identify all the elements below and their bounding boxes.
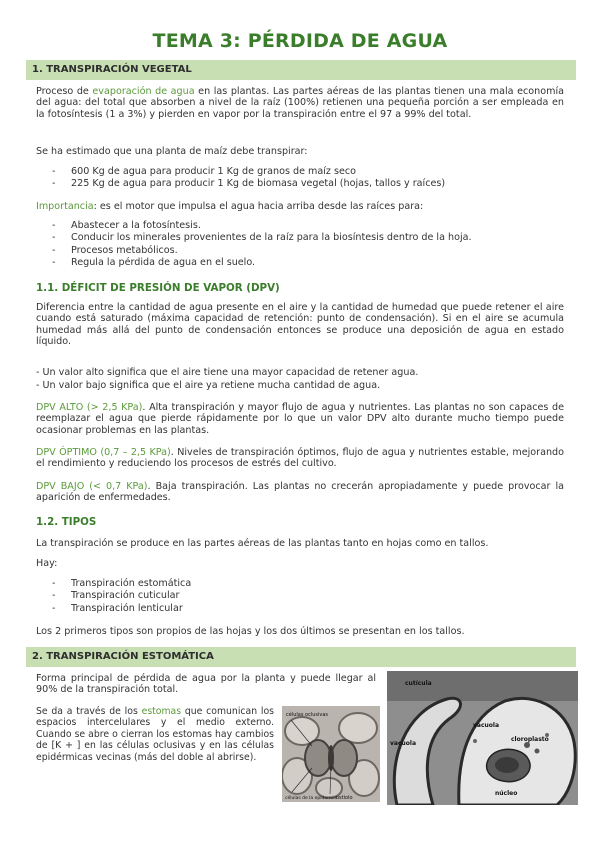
section-heading-transpiracion: 1. TRANSPIRACIÓN VEGETAL [26,60,576,80]
hay-label: Hay: [36,558,58,569]
label-ostiolo: ostiolo [336,795,353,801]
dpv-bajo-paragraph: DPV BAJO (< 0,7 KPa). Baja transpiración. Las plantas no crecerán apropiadamente y puede provocar la aparición de enfermedades. [36,481,565,504]
list-item: - Procesos metabólicos. [36,245,472,257]
importance-label: Importancia [36,201,94,212]
label-cuticula: cutícula [405,680,432,687]
label-vacuola-right: vacuola [473,722,500,729]
label-cloroplasto: cloroplasto [511,736,549,743]
guard-cell-micrograph-drawing [387,671,578,805]
label-vacuola-left: vacuola [390,740,417,747]
label-celulas-epidermis: células de la epidermis [285,796,337,801]
list-item: - Conducir los minerales provenientes de la raíz para la biosíntesis dentro de la hoja. [36,232,472,244]
intro-paragraph: Proceso de evaporación de agua en las plantas. Las partes aéreas de las plantas tienen una mala economía del agua: del total que absorben a nivel de la raíz (100%) retienen una pequeña porción a ser empleada en la fotosíntesis (1 a 3%) y pierden en vapor por la transpiración entre el 97 a 99% del total. [36,86,565,120]
dpv-alto-paragraph: DPV ALTO (> 2,5 KPa). Alta transpiración y mayor flujo de agua y nutrientes. Las plantas no son capaces de reemplazar el agua que pierde rápidamente por lo que un valor DPV alto durante mucho tiempo puede ocasionar problemas en las plantas. [36,402,564,436]
tipos-conclusion: Los 2 primeros tipos son propios de las hojas y los dos últimos se presentan en los tallos. [36,626,465,637]
evaporacion-highlight: evaporación de agua [92,86,195,97]
list-item: - 225 Kg de agua para producir 1 Kg de biomasa vegetal (hojas, tallos y raíces) [36,178,445,190]
dpv-definition: Diferencia entre la cantidad de agua presente en el aire y la cantidad de humedad que puede retener el aire cuando está saturado (máxima capacidad de retención: punto de condensación). Si en el aire se acumula humedad más allá del punto de condensación entonces se produce una deposición de agua en estado líquido. [36,302,564,348]
dpv-bajo-label: DPV BAJO (< 0,7 KPa) [36,481,148,492]
list-item: - Abastecer a la fotosíntesis. [36,220,472,232]
list-item: - Transpiración cuticular [36,590,191,602]
label-nucleo: núcleo [495,790,518,797]
subsection-heading-dpv: 1.1. DÉFICIT DE PRESIÓN DE VAPOR (DPV) [36,282,280,294]
section-heading-estomatica: 2. TRANSPIRACIÓN ESTOMÁTICA [26,647,576,667]
estomatica-paragraph: Forma principal de pérdida de agua por la planta y puede llegar al 90% de la transpiración total. [36,673,376,696]
list-item: - Transpiración estomática [36,578,191,590]
dpv-alto-label: DPV ALTO (> 2,5 KPa) [36,402,143,413]
list-item: - Transpiración lenticular [36,603,191,615]
guard-cell-micrograph [387,671,578,805]
subsection-heading-tipos: 1.2. TIPOS [36,516,97,528]
dpv-optimo-paragraph: DPV ÓPTIMO (0,7 – 2,5 KPa). Niveles de transpiración óptimos, flujo de agua y nutrientes estable, mejorando el rendimiento y reduciendo los procesos de estrés del cultivo. [36,447,565,470]
label-celulas-oclusivas: células oclusivas [286,712,329,718]
maize-intro: Se ha estimado que una planta de maíz debe transpirar: [36,146,308,157]
dpv-low-meaning: - Un valor bajo significa que el aire ya retiene mucha cantidad de agua. [36,380,381,391]
maize-list [36,166,445,191]
dpv-high-meaning: - Un valor alto significa que el aire tiene una mayor capacidad de retener agua. [36,367,419,378]
tipos-list [36,578,191,615]
list-item: - Regula la pérdida de agua en el suelo. [36,257,472,269]
estomas-paragraph: Se da a través de los estomas que comunican los espacios intercelulares y el medio externo. Cuando se abre o cierran los estomas hay cambios de [K + ] en las células oclusivas y en las células epidérmicas vecinas (más del doble al abrirse). [36,706,274,763]
stomata-micrograph [282,706,380,802]
page-title: TEMA 3: PÉRDIDA DE AGUA [152,30,448,52]
dpv-optimo-label: DPV ÓPTIMO (0,7 – 2,5 KPa) [36,447,171,458]
importance-line: Importancia: es el motor que impulsa el agua hacia arriba desde las raíces para: [36,201,424,212]
importance-list [36,220,472,270]
stomata-micrograph-drawing [282,706,380,802]
list-item: - 600 Kg de agua para producir 1 Kg de granos de maíz seco [36,166,445,178]
tipos-intro: La transpiración se produce en las partes aéreas de las plantas tanto en hojas como en tallos. [36,538,489,549]
estomas-highlight: estomas [141,706,182,717]
